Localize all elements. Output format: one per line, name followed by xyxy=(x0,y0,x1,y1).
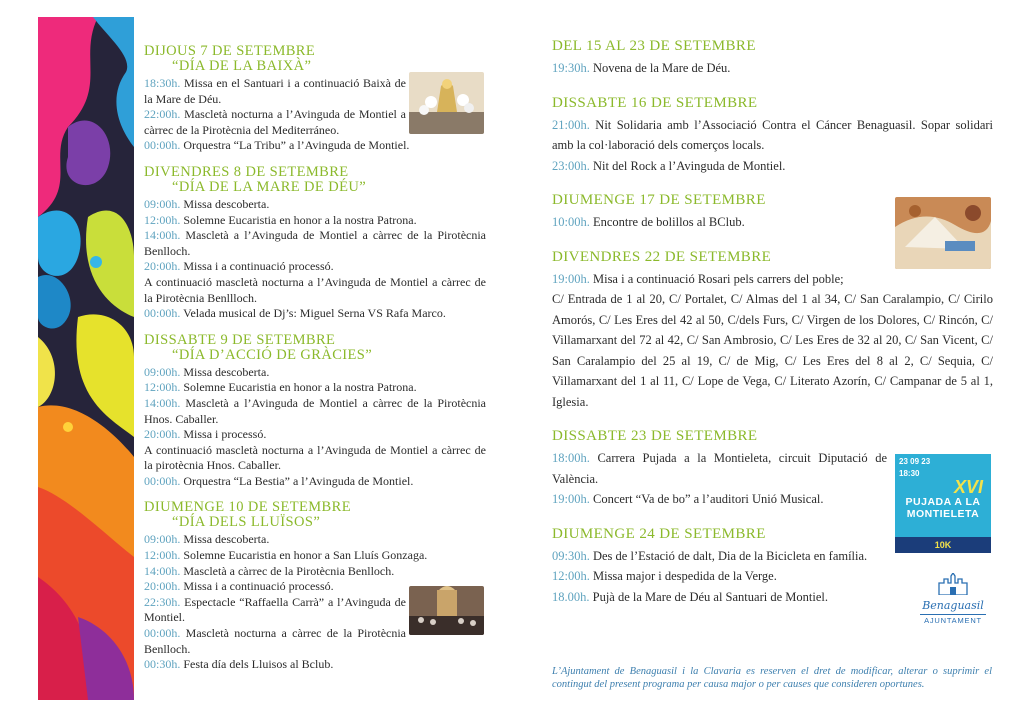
event-line xyxy=(552,489,887,510)
event-text: Nit del Rock a l’Avinguda de Montiel. xyxy=(592,158,786,173)
event-time: 12:00h. xyxy=(144,212,181,227)
event-line xyxy=(144,275,486,306)
event-time: 20:00h. xyxy=(144,259,181,274)
procession-image-icon xyxy=(409,72,484,134)
day-heading: DIJOUS 7 DE SETEMBRE xyxy=(144,43,316,59)
event-text: Mascletà a l’Avinguda de Montiel a càrrec de la Pirotècnia Benlloch. xyxy=(144,228,487,258)
event-text: A continuació mascletà nocturna a l’Avinguda de Montiel a càrrec de la pirotècnia Hnos. Caballer. xyxy=(144,442,486,473)
event-line xyxy=(144,228,486,259)
decorative-color-strip xyxy=(38,17,134,700)
poster-number: XVI xyxy=(953,477,983,497)
event-line xyxy=(144,427,486,443)
race-poster xyxy=(895,454,991,553)
day-heading: DISSABTE 23 DE SETEMBRE xyxy=(552,428,758,444)
poster-distance: 10K xyxy=(895,537,991,553)
day-heading: DIVENDRES 8 DE SETEMBRE xyxy=(144,163,349,180)
poster-title-line2: MONTIELETA xyxy=(906,508,980,520)
event-line xyxy=(552,58,993,79)
day-block xyxy=(552,524,912,608)
event-text: Missa descoberta. xyxy=(183,532,270,547)
event-text: Des de l’Estació de dalt, Dia de la Bicicleta en família. xyxy=(592,548,868,563)
event-time: 00:00h. xyxy=(144,138,181,153)
event-line xyxy=(552,269,993,290)
event-time: 00:00h. xyxy=(144,473,181,488)
event-text: Solemne Eucaristia en honor a la nostra Patrona. xyxy=(183,212,417,227)
day-block xyxy=(552,190,882,233)
event-time: 18:30h. xyxy=(144,76,181,90)
event-line xyxy=(144,107,406,138)
event-time: 18.00h. xyxy=(552,589,590,604)
event-time: 09:00h. xyxy=(144,364,181,379)
church-image-icon xyxy=(409,586,484,635)
event-line xyxy=(144,197,486,213)
day-subtitle: “DÍA DELS LLUÏSOS” xyxy=(172,514,321,531)
event-text: Solemne Eucaristia en honor a San Lluís Gonzaga. xyxy=(183,548,428,563)
event-text: A continuació mascletà nocturna a l’Avinguda de Montiel a càrrec de la Pirotècnia Benllloch. xyxy=(144,274,486,305)
day-heading: DIUMENGE 10 DE SETEMBRE xyxy=(144,499,351,516)
day-heading: DEL 15 AL 23 DE SETEMBRE xyxy=(552,38,756,54)
event-line xyxy=(552,566,912,587)
day-block xyxy=(144,165,486,322)
day-block xyxy=(552,247,993,413)
event-line xyxy=(144,548,486,564)
poster-date: 23 09 23 xyxy=(899,457,931,466)
event-line xyxy=(144,76,406,107)
event-text: Missa i a continuació processó. xyxy=(183,579,334,594)
event-text: Orquestra “La Tribu” a l’Avinguda de Montiel. xyxy=(183,138,410,153)
street-list xyxy=(552,289,993,412)
logo-name: Benaguasil xyxy=(922,599,984,612)
event-time: 12:00h. xyxy=(144,380,181,395)
event-line xyxy=(144,396,486,427)
event-text: Concert “Va de bo” a l’auditori Unió Musical. xyxy=(592,492,824,506)
day-heading: DIUMENGE 24 DE SETEMBRE xyxy=(552,525,766,542)
event-time: 00:00h. xyxy=(144,626,181,641)
event-time: 19:30h. xyxy=(552,61,590,75)
event-line xyxy=(144,306,486,322)
event-line xyxy=(144,213,486,229)
event-line xyxy=(144,532,486,548)
event-time: 20:00h. xyxy=(144,427,181,442)
event-text: Solemne Eucaristia en honor a la nostra Patrona. xyxy=(183,380,417,395)
event-time: 14:00h. xyxy=(144,395,181,410)
event-time: 09:30h. xyxy=(552,548,590,563)
event-time: 18:00h. xyxy=(552,451,590,465)
bolillos-lace-photo xyxy=(895,197,991,269)
event-text: Novena de la Mare de Déu. xyxy=(592,61,731,75)
castle-crest-icon xyxy=(935,573,971,595)
town-logo xyxy=(920,573,986,625)
event-line xyxy=(552,448,887,489)
poster-time: 18:30 xyxy=(899,469,920,478)
event-time: 12:00h. xyxy=(144,548,181,563)
event-time: 09:00h. xyxy=(144,196,181,211)
event-text: Espectacle “Raffaella Carrà” a l’Avinguda de Montiel. xyxy=(144,594,406,625)
event-time: 00:30h. xyxy=(144,657,181,672)
event-line xyxy=(144,626,406,657)
event-time: 22:00h. xyxy=(144,107,181,122)
event-text: Missa major i despedida de la Verge. xyxy=(592,569,777,583)
event-time: 21:00h. xyxy=(552,117,590,132)
event-time: 22:30h. xyxy=(144,594,181,609)
virgin-procession-photo xyxy=(409,72,484,134)
day-block xyxy=(144,333,486,490)
disclaimer-note: L’Ajuntament de Benaguasil i la Clavaria es reserven el dret de modificar, alterar o suprimir el contingut del present programa per causa major o per causes que consideren oportunes. xyxy=(552,666,992,690)
event-line xyxy=(144,259,486,275)
event-time: 19:00h. xyxy=(552,492,590,506)
event-line xyxy=(552,212,882,233)
event-text: Pujà de la Mare de Déu al Santuari de Montiel. xyxy=(592,589,828,604)
event-line xyxy=(144,443,486,474)
event-line xyxy=(552,156,993,177)
event-text: Missa descoberta. xyxy=(183,364,270,379)
day-heading: DISSABTE 9 DE SETEMBRE xyxy=(144,331,336,348)
event-text: Nit Solidaria amb l’Associació Contra el Cáncer Benaguasil. Sopar solidari amb la col·laboració dels comerços locals. xyxy=(552,117,994,152)
event-text: Orquestra “La Bestia” a l’Avinguda de Montiel. xyxy=(183,473,414,488)
event-text: Mascletà a càrrec de la Pirotècnia Benlloch. xyxy=(183,563,395,578)
church-interior-photo xyxy=(409,586,484,635)
event-time: 14:00h. xyxy=(144,228,181,243)
event-line xyxy=(144,138,486,154)
day-subtitle: “DÍA D’ACCIÓ DE GRÀCIES” xyxy=(172,346,373,363)
event-time: 23:00h. xyxy=(552,158,590,173)
day-block xyxy=(552,36,993,79)
poster-title-line1: PUJADA A LA xyxy=(905,496,981,508)
abstract-shapes-icon xyxy=(38,17,134,700)
event-text: Missa en el Santuari i a continuació Baixà de la Mare de Déu. xyxy=(144,76,406,106)
event-line xyxy=(144,380,486,396)
event-line xyxy=(144,564,486,580)
event-time: 14:00h. xyxy=(144,563,181,578)
day-block xyxy=(552,93,993,177)
event-text: Missa descoberta. xyxy=(183,196,270,211)
event-text: Mascletà nocturna a l’Avinguda de Montiel a càrrec de la Pirotècnia del Mediterráneo. xyxy=(144,107,407,137)
event-line xyxy=(552,587,912,608)
lace-image-icon xyxy=(895,197,991,269)
day-heading: DIUMENGE 17 DE SETEMBRE xyxy=(552,192,766,208)
event-line xyxy=(144,474,486,490)
event-line xyxy=(144,657,486,673)
day-subtitle: “DÍA DE LA BAIXÀ” xyxy=(172,58,312,74)
event-time: 20:00h. xyxy=(144,579,181,594)
event-text: Encontre de bolillos al BClub. xyxy=(592,215,745,229)
event-text: Misa i a continuació Rosari pels carrers del poble; xyxy=(592,271,844,286)
day-subtitle: “DÍA DE LA MARE DE DÉU” xyxy=(172,178,367,195)
event-text: Mascletà a l’Avinguda de Montiel a càrrec de la Pirotècnia Hnos. Caballer. xyxy=(144,395,487,426)
event-line xyxy=(552,115,993,156)
day-heading: DISSABTE 16 DE SETEMBRE xyxy=(552,94,758,111)
event-text: Missa i a continuació processó. xyxy=(183,259,334,274)
event-time: 19:00h. xyxy=(552,271,590,286)
event-time: 00:00h. xyxy=(144,306,181,321)
event-time: 12:00h. xyxy=(552,569,590,583)
day-heading: DIVENDRES 22 DE SETEMBRE xyxy=(552,248,772,265)
day-block xyxy=(552,426,887,510)
event-text: Velada musical de Dj’s: Miguel Serna VS Rafa Marco. xyxy=(183,306,446,321)
event-line xyxy=(552,546,912,567)
event-text: Carrera Pujada a la Montieleta, circuit Diputació de València. xyxy=(552,451,888,486)
event-time: 09:00h. xyxy=(144,532,181,547)
event-line xyxy=(144,595,406,626)
event-text: Missa i processó. xyxy=(183,427,267,442)
event-line xyxy=(144,365,486,381)
event-text: Mascletà nocturna a càrrec de la Pirotècnia Benlloch. xyxy=(144,626,407,656)
logo-org: AJUNTAMENT xyxy=(920,614,986,625)
event-text: Festa día dels Lluisos al Bclub. xyxy=(183,657,334,672)
event-text: C/ Entrada de 1 al 20, C/ Portalet, C/ Almas del 1 al 34, C/ San Caralampio, C/ Cirilo Amorós, C/ Les Eres del 42 al 50, C/dels Furs, C/ Virgen de los Dolores, C/ Rincón, C/ Villamarxant del 72 al 42, C/ San Ambrosio, C/ Les Eres de 32 al 20, C/ San Vicent, C/ San Caralampio del 25 al 19, C/ de Mig, C/ Les Eres del 8 al 2, C/ Sequia, C/ Villamarxant del 1 al 11, C/ Lope de Vega, C/ Literato Azorín, C/ Campanar de 5 al 1, Iglesia. xyxy=(552,292,993,409)
event-time: 10:00h. xyxy=(552,215,590,229)
